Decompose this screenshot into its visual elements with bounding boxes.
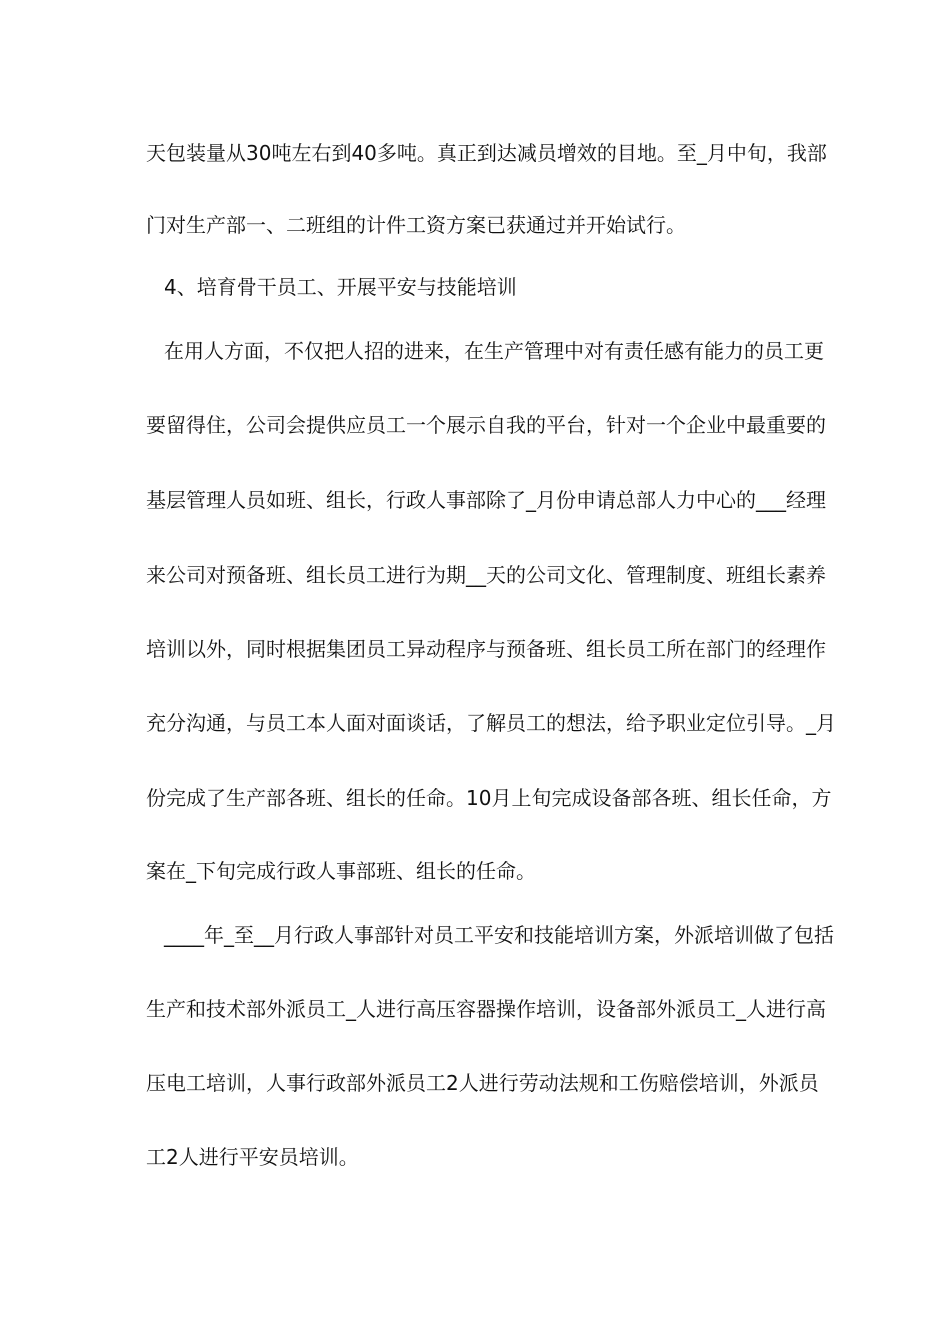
paragraph-line: 工2人进行平安员培训。 — [146, 1145, 359, 1169]
paragraph-line: 来公司对预备班、组长员工进行为期__天的公司文化、管理制度、班组长素养 — [146, 563, 826, 587]
paragraph-line: 案在_下旬完成行政人事部班、组长的任命。 — [146, 859, 536, 883]
paragraph-line: 充分沟通，与员工本人面对面谈话，了解员工的想法，给予职业定位引导。_月 — [146, 711, 836, 735]
paragraph-line: 培训以外，同时根据集团员工异动程序与预备班、组长员工所在部门的经理作 — [146, 637, 826, 661]
paragraph-line: 天包装量从30吨左右到40多吨。真正到达减员增效的目地。至_月中旬，我部 — [146, 141, 827, 165]
paragraph-line: 压电工培训，人事行政部外派员工2人进行劳动法规和工伤赔偿培训，外派员 — [146, 1071, 819, 1095]
paragraph-line: 份完成了生产部各班、组长的任命。10月上旬完成设备部各班、组长任命，方 — [146, 786, 832, 810]
paragraph-line: ____年_至__月行政人事部针对员工平安和技能培训方案，外派培训做了包括 — [164, 923, 834, 947]
section-heading: 4、培育骨干员工、开展平安与技能培训 — [164, 275, 517, 299]
paragraph-line: 生产和技术部外派员工_人进行高压容器操作培训，设备部外派员工_人进行高 — [146, 997, 826, 1021]
paragraph-line: 门对生产部一、二班组的计件工资方案已获通过并开始试行。 — [146, 213, 686, 237]
paragraph-line: 要留得住，公司会提供应员工一个展示自我的平台，针对一个企业中最重要的 — [146, 413, 826, 437]
paragraph-line: 基层管理人员如班、组长，行政人事部除了_月份申请总部人力中心的___经理 — [146, 488, 826, 512]
paragraph-line: 在用人方面，不仅把人招的进来，在生产管理中对有责任感有能力的员工更 — [164, 339, 824, 363]
